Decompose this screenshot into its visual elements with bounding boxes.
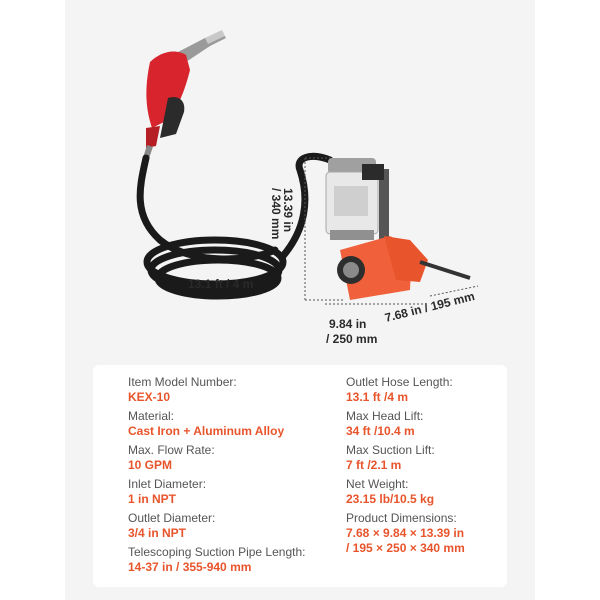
spec-item bbox=[346, 511, 465, 555]
spec-item bbox=[128, 511, 305, 545]
depth-label: 7.68 in / 195 mm bbox=[383, 289, 477, 325]
spec-label: Telescoping Suction Pipe Length: bbox=[128, 545, 306, 559]
spec-item bbox=[346, 409, 465, 443]
spec-value: KEX-10 bbox=[128, 390, 171, 404]
spec-item bbox=[128, 409, 305, 443]
specifications-panel bbox=[93, 365, 507, 587]
spec-label: Net Weight: bbox=[346, 477, 409, 491]
spec-label: Max Head Lift: bbox=[346, 409, 424, 423]
spec-label: Material: bbox=[128, 409, 175, 423]
spec-value: 10 GPM bbox=[128, 458, 173, 472]
specs-column-left bbox=[128, 375, 305, 579]
pump-icon bbox=[337, 236, 470, 300]
filter-icon bbox=[326, 158, 384, 240]
spec-label: Inlet Diameter: bbox=[128, 477, 207, 491]
spec-item bbox=[128, 375, 305, 409]
spec-label: Outlet Hose Length: bbox=[346, 375, 453, 389]
spec-value: 23.15 lb/10.5 kg bbox=[346, 492, 435, 506]
spec-value: 7 ft /2.1 m bbox=[346, 458, 402, 472]
spec-item bbox=[128, 443, 305, 477]
specs-column-right bbox=[346, 375, 465, 555]
spec-item bbox=[346, 443, 465, 477]
fuel-nozzle-icon bbox=[146, 30, 226, 158]
spec-value: 13.1 ft /4 m bbox=[346, 390, 409, 404]
spec-value: 34 ft /10.4 m bbox=[346, 424, 415, 438]
spec-item bbox=[346, 375, 465, 409]
height-label-line2: / 340 mm bbox=[269, 188, 283, 240]
spec-label: Max Suction Lift: bbox=[346, 443, 435, 457]
spec-value: 7.68 × 9.84 × 13.39 in bbox=[346, 526, 465, 540]
spec-item bbox=[128, 545, 305, 579]
spec-value: 1 in NPT bbox=[128, 492, 177, 506]
hose-length-label: 13.1 ft / 4 m bbox=[188, 277, 254, 291]
spec-value: 3/4 in NPT bbox=[128, 526, 187, 540]
hose-icon bbox=[140, 156, 330, 296]
spec-value: Cast Iron + Aluminum Alloy bbox=[128, 424, 285, 438]
spec-value-line2: / 195 × 250 × 340 mm bbox=[346, 541, 465, 555]
spec-item bbox=[346, 477, 465, 511]
width-label-line2: / 250 mm bbox=[326, 332, 378, 346]
width-label-line1: 9.84 in bbox=[329, 317, 367, 331]
height-label-line1: 13.39 in bbox=[281, 188, 295, 233]
spec-value: 14-37 in / 355-940 mm bbox=[128, 560, 252, 574]
spec-label: Item Model Number: bbox=[128, 375, 237, 389]
spec-label: Max. Flow Rate: bbox=[128, 443, 215, 457]
spec-label: Product Dimensions: bbox=[346, 511, 457, 525]
spec-label: Outlet Diameter: bbox=[128, 511, 216, 525]
spec-item bbox=[128, 477, 305, 511]
